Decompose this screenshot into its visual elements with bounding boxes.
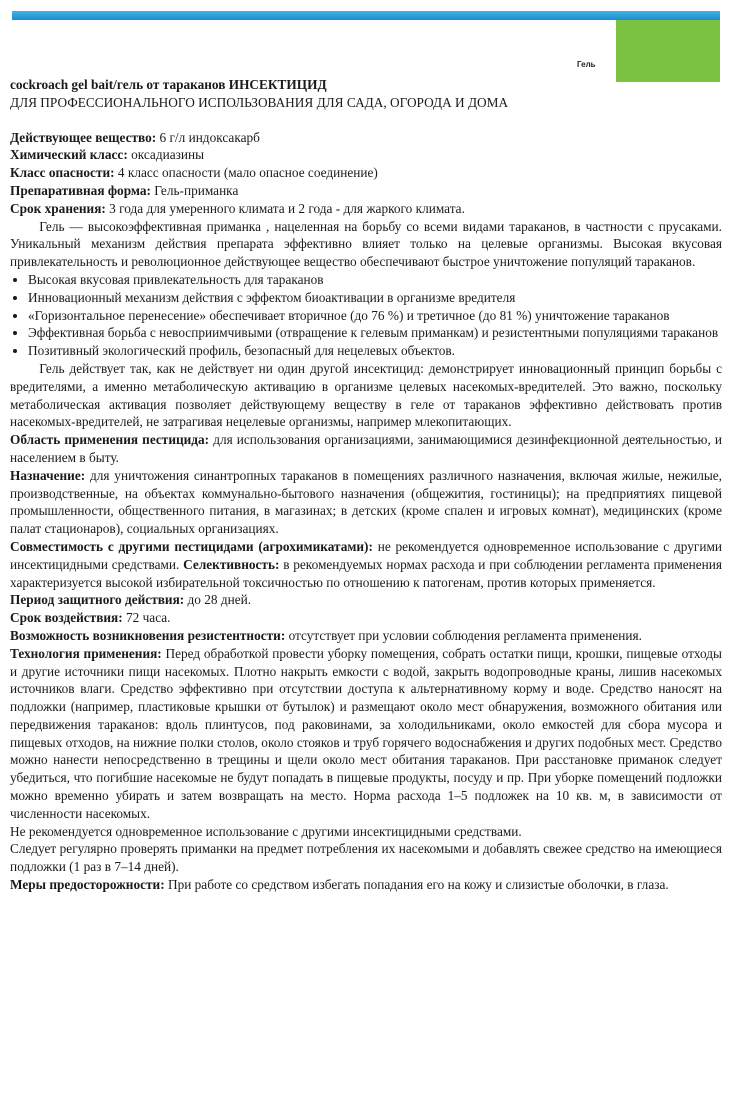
document-body <box>10 76 722 894</box>
section-text: для использования организациями, занимающимися дезинфекционной деятельностью, и населением в быту. <box>10 432 722 465</box>
action-paragraph: Гель действует так, как не действует ни один другой инсектицид: демонстрирует инновационный принцип борьбы с вредителями, а именно метаболическую активацию в организме целевых насекомых-вредителей. Это важно, поскольку метаболическая активация позволяет действующему веществу в геле от тараканов эффективно действовать против насекомых-вредителей, не затрагивая нецелевые организмы, например млекопитающих. <box>10 360 722 430</box>
field-value: оксадиазины <box>127 147 205 163</box>
scope-paragraph <box>10 431 722 467</box>
list-item: • Инновационный механизм действия с эффектом биоактивации в организме вредителя <box>28 289 722 307</box>
section-text: Перед обработкой провести уборку помещения, собрать остатки пищи, крошки, пищевые отходы и другие источники пищи насекомых. Плотно накрыть емкости с водой, закрыть водопроводные краны, лишив насекомых источников влаги. Средство эффективно при отсутствии доступа к альтернативному корму и воде. Средство наносят на подложки (например, пластиковые крышки от бутылок) и размещают около мест обнаружения, возможного обитания или передвижения тараканов: вдоль плинтусов, под раковинами, за холодильниками, около емкостей для сбора мусора и пищевых отходов, на нижние полки столов, около стояков и труб горячего водоснабжения и других подобных мест. Средство можно нанести непосредственно в трещины и щели около мест обитания тараканов. При расстановке приманок следует убедиться, что погибшие насекомые не будут попадать в пищевые продукты, посуду и пр. При уборке помещений подложки можно временно убирать и затем возвращать на место. Норма расхода 1–5 подложек на 10 кв. м, в зависимости от численности насекомых. <box>10 645 722 821</box>
duration-paragraph <box>10 609 722 627</box>
list-item: • Эффективная борьба с невосприимчивыми (отвращение к гелевым приманкам) и резистентными популяциями тараканов <box>28 324 722 342</box>
field-shelf-life <box>10 200 722 218</box>
section-text: в рекомендуемых нормах расхода и при соблюдении регламента применения характеризуется высокой избирательной токсичностью по отношению к патогенам, против которых применяется. <box>10 556 723 590</box>
technology-paragraph <box>10 645 722 823</box>
green-logo-block <box>616 20 720 82</box>
field-label: Препаративная форма: <box>10 182 151 198</box>
list-item: • Высокая вкусовая привлекательность для тараканов <box>28 271 722 289</box>
section-text: до 28 дней. <box>184 592 252 608</box>
field-value: 3 года для умеренного климата и 2 года - для жаркого климата. <box>105 200 465 216</box>
protection-period-paragraph <box>10 591 722 609</box>
section-label: Назначение: <box>10 467 86 483</box>
document-subtitle: ДЛЯ ПРОФЕССИОНАЛЬНОГО ИСПОЛЬЗОВАНИЯ ДЛЯ САДА, ОГОРОДА И ДОМА <box>10 94 509 110</box>
check-paragraph: Следует регулярно проверять приманки на предмет потребления их насекомыми и добавлять свежее средство на имеющиеся подложки (1 раз в 7–14 дней). <box>10 841 722 875</box>
benefits-list <box>10 271 722 360</box>
field-label: Срок хранения: <box>10 200 106 216</box>
header-blue-bar <box>12 11 720 20</box>
purpose-paragraph <box>10 467 722 538</box>
field-active-substance <box>10 129 722 147</box>
section-label: Область применения пестицида: <box>10 432 210 448</box>
section-label: Селективность: <box>183 556 280 572</box>
resistance-paragraph <box>10 627 722 645</box>
field-danger-class <box>10 164 722 182</box>
field-label: Химический класс: <box>10 147 128 163</box>
compatibility-paragraph <box>10 538 722 591</box>
field-label: Действующее вещество: <box>10 129 157 145</box>
list-item: • «Горизонтальное перенесение» обеспечивает вторичное (до 76 %) и третичное (до 81 %) уничтожение тараканов <box>28 307 722 325</box>
field-value: 4 класс опасности (мало опасное соединение) <box>114 165 378 181</box>
section-label: Период защитного действия: <box>10 592 185 608</box>
field-chemical-class <box>10 146 722 164</box>
field-label: Класс опасности: <box>10 165 115 181</box>
field-form <box>10 182 722 200</box>
not-recommended-paragraph: Не рекомендуется одновременное использование с другими инсектицидными средствами. <box>10 823 522 839</box>
field-value: 6 г/л индоксакарб <box>156 129 260 145</box>
section-label: Совместимость с другими пестицидами (агрохимикатами): <box>10 538 373 554</box>
section-text: не рекомендуется одновременное использование с другими инсектицидными средствами. <box>10 538 722 572</box>
list-item: • Позитивный экологический профиль, безопасный для нецелевых объектов. <box>28 342 722 360</box>
section-text: 72 часа. <box>122 610 171 626</box>
section-text: для уничтожения синантропных тараканов в помещениях различного назначения, включая жилые, нежилые, производственные, на объектах коммунально-бытового назначения (общежития, гостиницы); на предприятиях пищевой промышленности, общественного питания, в магазинах; в детских (кроме спален и игровых комнат), медицинских (кроме палат стационаров), социальных организациях. <box>10 467 722 537</box>
field-value: Гель-приманка <box>150 182 239 198</box>
section-text: При работе со средством избегать попадания его на кожу и слизистые оболочки, в глаза. <box>164 877 669 893</box>
section-label: Технология применения: <box>10 645 162 661</box>
document-title: cockroach gel bait/гель от тараканов ИНСЕКТИЦИД <box>10 77 327 92</box>
precautions-paragraph <box>10 876 722 894</box>
section-label: Срок воздействия: <box>10 610 123 626</box>
section-label: Меры предосторожности: <box>10 877 165 893</box>
intro-paragraph: Гель — высокоэффективная приманка , нацеленная на борьбу со всеми видами тараканов, в частности с прусаками. Уникальный механизм действия препарата эффективно влияет только на целевые организмы. Высокая вкусовая привлекательность и революционное действующее вещество обеспечивают быстрое уничтожение популяций тараканов. <box>10 218 722 270</box>
corner-label: Гель <box>577 60 596 69</box>
section-text: отсутствует при условии соблюдения регламента применения. <box>285 627 642 643</box>
section-label: Возможность возникновения резистентности: <box>10 627 286 643</box>
